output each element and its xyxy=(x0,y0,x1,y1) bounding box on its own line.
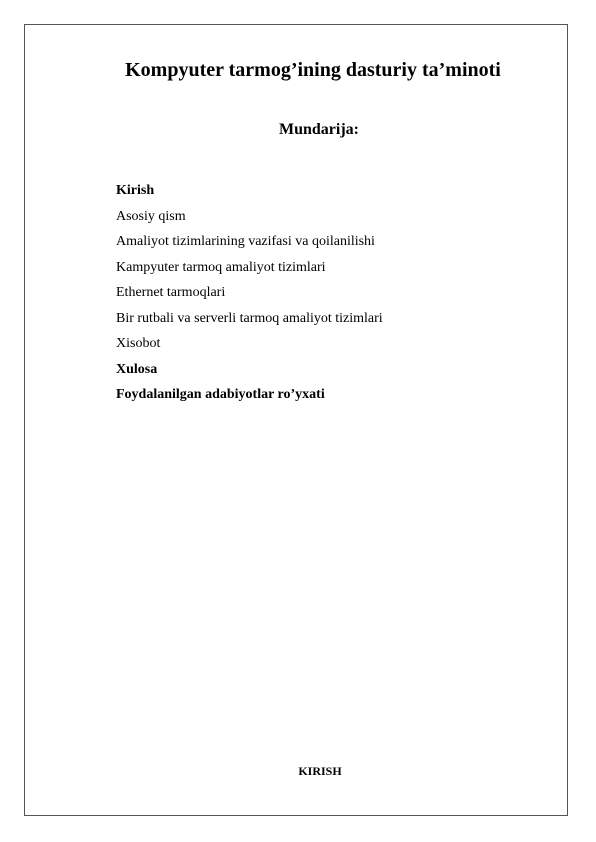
toc-item-ethernet-tarmoqlari: Ethernet tarmoqlari xyxy=(116,285,226,300)
toc-item-xisobot: Xisobot xyxy=(116,336,161,351)
toc-item-kampyuter-tarmoq-tizimlari: Kampyuter tarmoq amaliyot tizimlari xyxy=(116,259,326,275)
toc-item-bir-rutbali-serverli: Bir rutbali va serverli tarmoq amaliyot tizimlari xyxy=(116,310,383,326)
toc-item-amaliyot-tizimlari-vazifasi: Amaliyot tizimlarining vazifasi va qoilanilishi xyxy=(116,234,375,249)
toc-item-asosiy-qism: Asosiy qism xyxy=(116,208,186,224)
toc-item-adabiyotlar: Foydalanilgan adabiyotlar ro’yxati xyxy=(116,387,325,402)
toc-item-xulosa: Xulosa xyxy=(116,361,158,377)
table-of-contents xyxy=(116,178,383,408)
toc-item-kirish: Kirish xyxy=(116,183,155,198)
document-title: Kompyuter tarmog’ining dasturiy ta’minoti xyxy=(125,59,501,81)
page-border xyxy=(24,24,568,816)
section-heading-kirish: KIRISH xyxy=(298,764,342,778)
toc-heading: Mundarija: xyxy=(279,121,359,138)
